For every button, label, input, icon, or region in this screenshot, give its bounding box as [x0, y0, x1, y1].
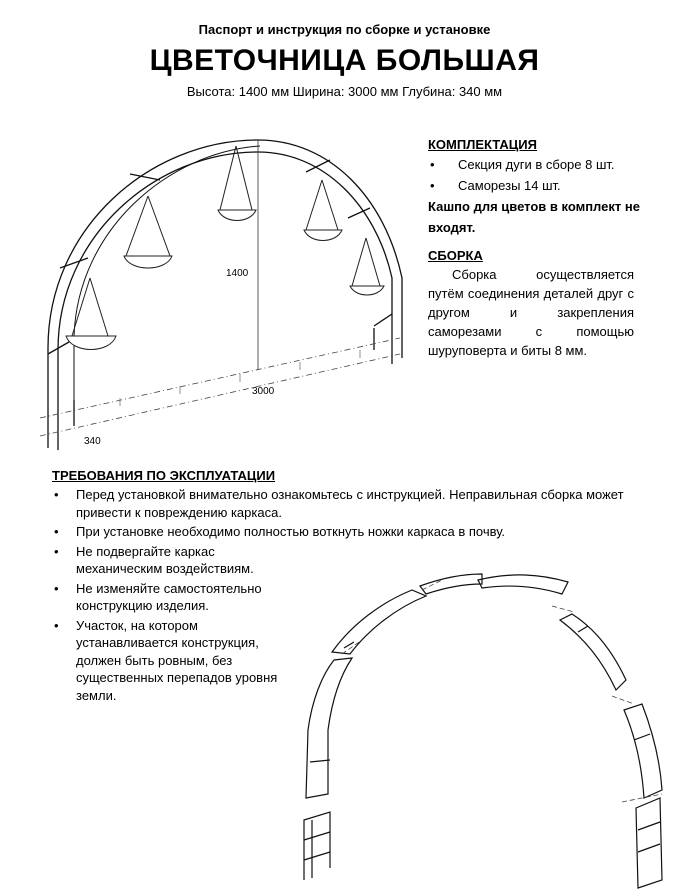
width-dimension-label: 3000 [252, 386, 275, 397]
assembly-section [428, 248, 634, 360]
arch-parts-drawing [282, 550, 682, 890]
list-item: • Участок, на котором устанавливается конструкция, должен быть ровным, без существенных перепадов уровня земли. [52, 617, 286, 705]
height-dimension-label: 1400 [226, 268, 249, 279]
list-item: • При установке необходимо полностью воткнуть ножки каркаса в почву. [52, 523, 632, 541]
arch-assembly-drawing [30, 118, 420, 458]
kit-note: Кашпо для цветов в комплект не входят. [428, 199, 640, 235]
kit-list [428, 154, 643, 196]
list-item: • Секция дуги в сборе 8 шт. [428, 154, 643, 175]
kit-heading: КОМПЛЕКТАЦИЯ [428, 137, 537, 152]
assembly-text: Сборка осуществляется путём соединения деталей друг с другом и закрепления саморезами с помощью шуруповерта и биты 8 мм. [428, 267, 634, 358]
list-item: • Не изменяйте самостоятельно конструкцию изделия. [52, 580, 286, 615]
depth-dimension-label: 340 [84, 436, 101, 447]
document-subtitle: Паспорт и инструкция по сборке и установке [198, 22, 491, 37]
requirements-heading: ТРЕБОВАНИЯ ПО ЭКСПЛУАТАЦИИ [52, 468, 276, 483]
list-item: • Перед установкой внимательно ознакомьтесь с инструкцией. Неправильная сборка может привести к повреждению каркаса. [52, 486, 632, 521]
dimensions-line: Высота: 1400 мм Ширина: 3000 мм Глубина: 340 мм [186, 84, 503, 99]
list-item: • Не подвергайте каркас механическим воздействиям. [52, 543, 286, 578]
document-title: ЦВЕТОЧНИЦА БОЛЬШАЯ [149, 44, 540, 77]
kit-section [428, 137, 643, 238]
assembly-heading: СБОРКА [428, 248, 483, 263]
list-item: • Саморезы 14 шт. [428, 175, 643, 196]
